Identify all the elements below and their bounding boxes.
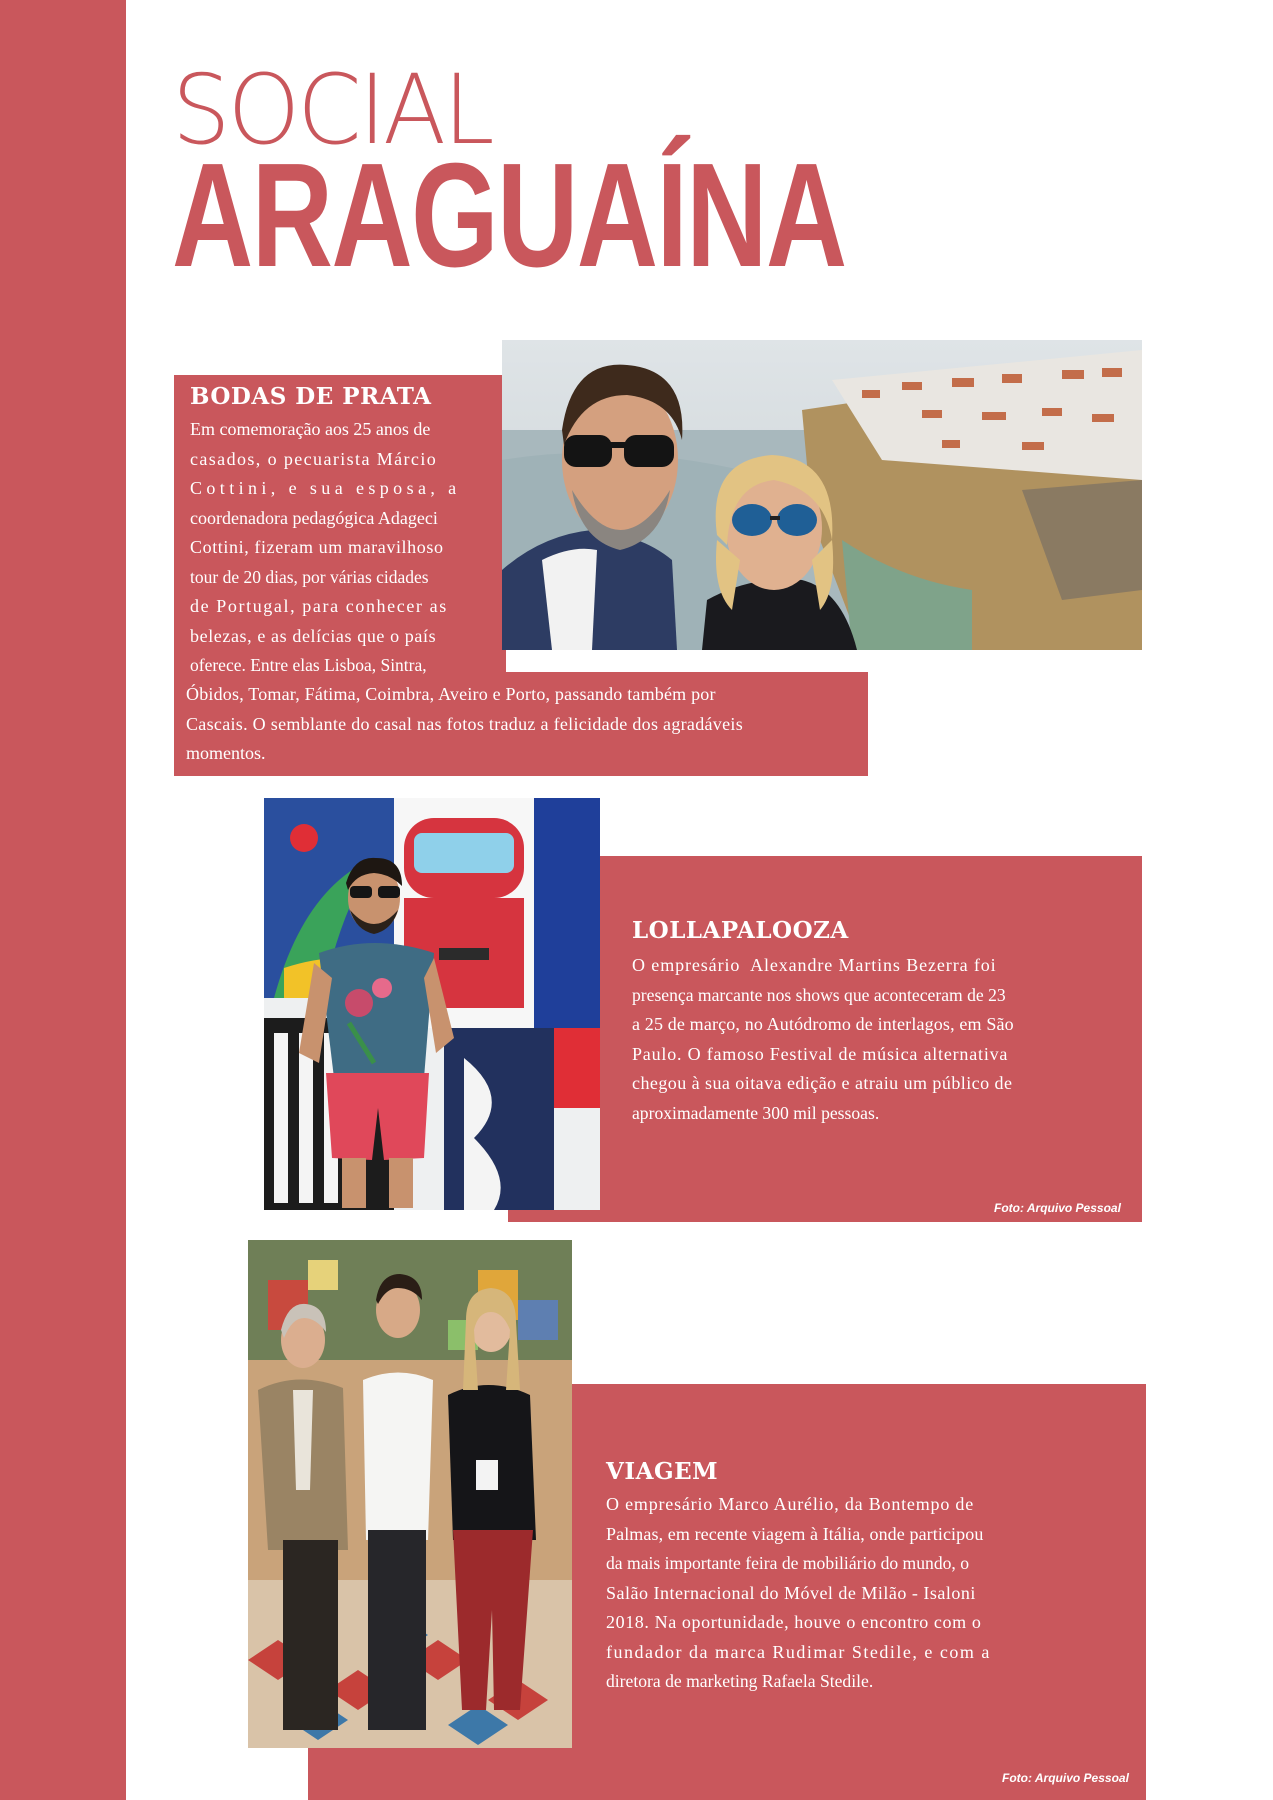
bodas-photo [502,340,1142,650]
text-line: oferece. Entre elas Lisboa, Sintra, [190,655,427,675]
text-line: belezas, e as delícias que o país [190,625,437,646]
text-line: coordenadora pedagógica Adageci [190,507,438,528]
text-line: presença marcante nos shows que aconteceram de 23 [632,984,1006,1005]
text-line: de Portugal, para conhecer as [190,596,448,616]
text-line: Cascais. O semblante do casal nas fotos traduz a felicidade dos agradáveis [186,713,744,734]
text-line: Óbidos, Tomar, Fátima, Coimbra, Aveiro e Porto, passando também por [186,684,716,704]
text-line: aproximadamente 300 mil pessoas. [632,1102,880,1123]
section-title-viagem: VIAGEM [606,1458,719,1485]
bodas-photo-caption: Foto: Arquivo Pessoal [726,656,853,670]
viagem-body-text [606,1490,1088,1697]
lolla-photo-caption: Foto: Arquivo Pessoal [994,1201,1121,1215]
section-title-bodas: BODAS DE PRATA [190,383,432,410]
bodas-body-text-lower [186,680,850,769]
text-line: chegou à sua oitava edição e atraiu um público de [632,1073,1013,1093]
text-line: tour de 20 dias, por várias cidades [190,566,429,587]
text-line: Cottini, fizeram um maravilhoso [190,537,444,557]
text-line: O empresário Alexandre Martins Bezerra foi [632,955,997,975]
lolla-photo [264,798,600,1210]
lolla-body-text [632,951,1092,1128]
text-line: Em comemoração aos 25 anos de [190,419,431,439]
text-line: Salão Internacional do Móvel de Milão - Isaloni [606,1582,976,1603]
header-title-top: SOCIAL [172,54,492,166]
text-line: casados, o pecuarista Márcio [190,448,438,469]
viagem-photo-caption: Foto: Arquivo Pessoal [1002,1771,1129,1785]
text-line: O empresário Marco Aurélio, da Bontempo de [606,1494,975,1514]
bodas-body-text-upper [190,415,493,681]
text-line: a 25 de março, no Autódromo de interlagos, em São [632,1014,1014,1034]
text-line: da mais importante feira de mobiliário do mundo, o [606,1553,970,1573]
header-title-main: ARAGUAÍNA [172,133,846,298]
text-line: momentos. [186,743,266,763]
text-line: Paulo. O famoso Festival de música alternativa [632,1043,1009,1064]
section-title-lollapalooza: LOLLAPALOOZA [632,917,849,944]
left-accent-stripe [0,0,126,1800]
viagem-photo [248,1240,572,1748]
text-line: 2018. Na oportunidade, houve o encontro com o [606,1612,982,1632]
text-line: Cottini, e sua esposa, a [190,478,461,498]
text-line: Palmas, em recente viagem à Itália, onde participou [606,1523,984,1544]
text-line: diretora de marketing Rafaela Stedile. [606,1671,874,1691]
text-line: fundador da marca Rudimar Stedile, e com a [606,1641,991,1662]
